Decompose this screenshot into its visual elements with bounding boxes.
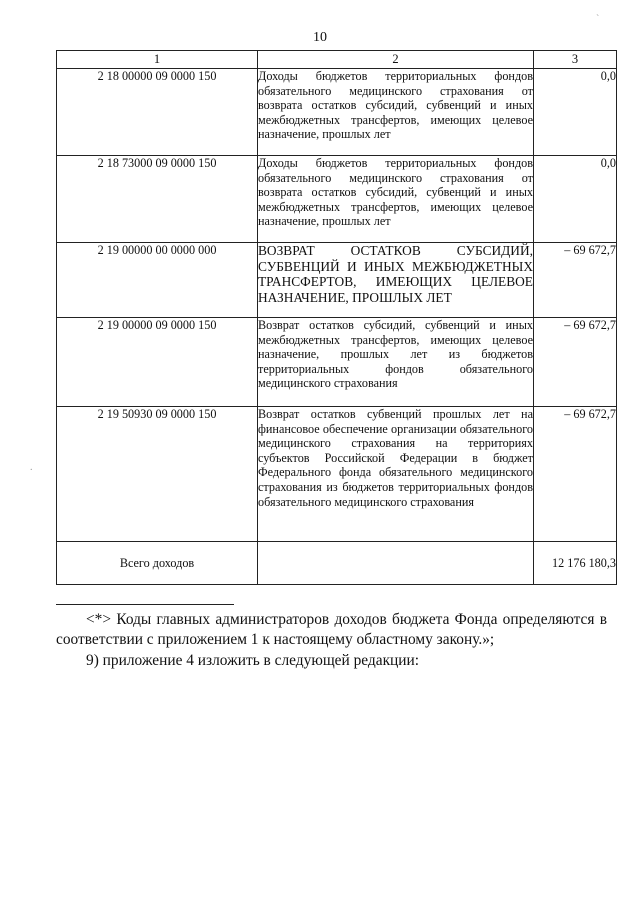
- page-number: 10: [313, 30, 327, 45]
- revenue-name: Возврат остатков субсидий, субвенций и иных межбюджетных трансфертов, имеющих целевое назначение, прошлых лет из бюджетов территориальных фондов обязательного медицинского страхования: [258, 318, 534, 407]
- total-amount: 12 176 180,3: [534, 542, 617, 585]
- table-header-row: [57, 51, 617, 69]
- revenue-amount: – 69 672,7: [534, 407, 617, 542]
- footnote-divider: [56, 604, 234, 605]
- table-row: [57, 243, 617, 318]
- scan-mark: .: [30, 462, 33, 473]
- scan-mark: `: [596, 14, 600, 25]
- revenue-name: Доходы бюджетов территориальных фондов обязательного медицинского страхования от возврата остатков субсидий, субвенций и иных межбюджетных трансфертов, имеющих целевое назначение, прошлых лет: [258, 69, 534, 156]
- revenue-amount: 0,0: [534, 156, 617, 243]
- revenue-code: 2 19 00000 09 0000 150: [57, 318, 258, 407]
- revenue-name: Доходы бюджетов территориальных фондов обязательного медицинского страхования от возврата остатков субсидий, субвенций и иных межбюджетных трансфертов, имеющих целевое назначение, прошлых лет: [258, 156, 534, 243]
- revenue-amount: 0,0: [534, 69, 617, 156]
- revenue-amount: – 69 672,7: [534, 318, 617, 407]
- amendment-instruction: 9) приложение 4 изложить в следующей редакции:: [86, 652, 420, 669]
- table-row: [57, 69, 617, 156]
- revenue-name: ВОЗВРАТ ОСТАТКОВ СУБСИДИЙ, СУБВЕНЦИЙ И ИНЫХ МЕЖБЮДЖЕТНЫХ ТРАНСФЕРТОВ, ИМЕЮЩИХ ЦЕЛЕВОЕ НАЗНАЧЕНИЕ, ПРОШЛЫХ ЛЕТ: [258, 243, 534, 318]
- column-header-amount: 3: [534, 51, 617, 69]
- revenue-code: 2 19 00000 00 0000 000: [57, 243, 258, 318]
- revenue-amount: – 69 672,7: [534, 243, 617, 318]
- table-row: [57, 156, 617, 243]
- table-row: [57, 318, 617, 407]
- revenue-code: 2 18 00000 09 0000 150: [57, 69, 258, 156]
- table-row: [57, 407, 617, 542]
- column-header-code: 1: [57, 51, 258, 69]
- revenue-code: 2 19 50930 09 0000 150: [57, 407, 258, 542]
- footnote-text: <*> Коды главных администраторов доходов бюджета Фонда определяются в соответствии с приложением 1 к настоящему областному закону.»;: [56, 611, 607, 648]
- column-header-name: 2: [258, 51, 534, 69]
- total-label: Всего доходов: [57, 542, 258, 585]
- revenue-code: 2 18 73000 09 0000 150: [57, 156, 258, 243]
- budget-revenue-table: [56, 50, 617, 585]
- total-row: [57, 542, 617, 585]
- total-empty-cell: [258, 542, 534, 585]
- revenue-name: Возврат остатков субвенций прошлых лет на финансовое обеспечение организации обязательного медицинского страхования на территориях субъектов Российской Федерации в бюджет Федерального фонда обязательного медицинского страхования из бюджетов территориальных фондов обязательного медицинского страхования: [258, 407, 534, 542]
